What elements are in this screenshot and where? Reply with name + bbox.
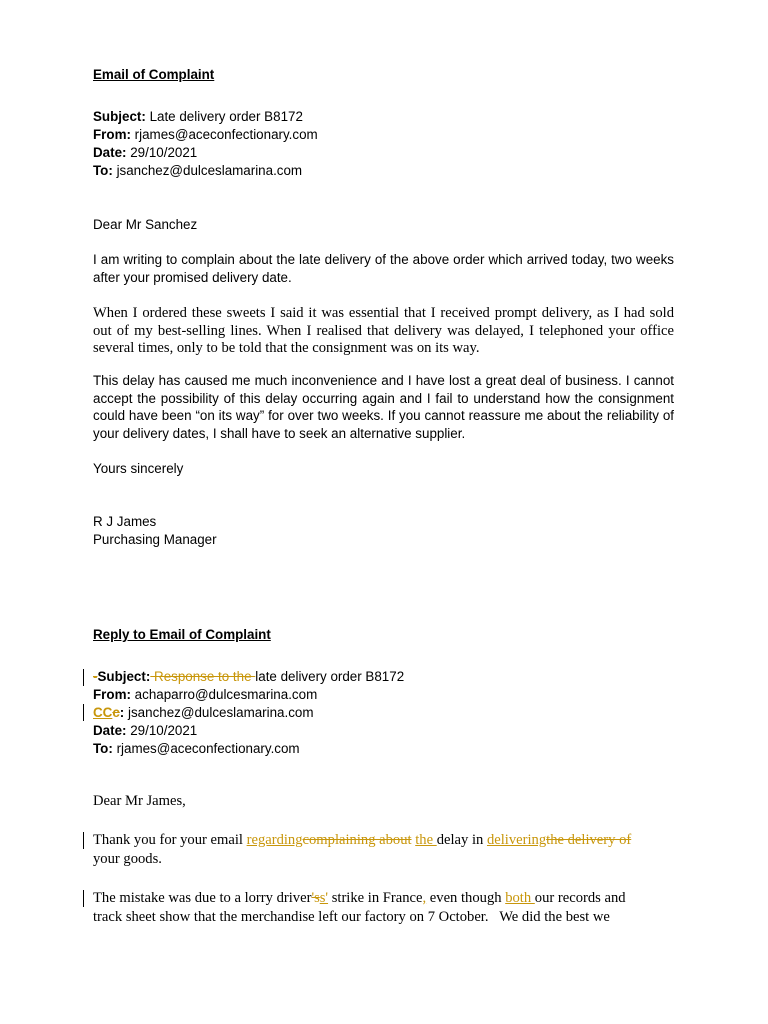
tracked-insertion: regarding (246, 832, 303, 848)
complaint-salutation: Dear Mr Sanchez (93, 217, 198, 232)
text-run: The mistake was due to a lorry driver (93, 890, 312, 906)
complaint-from-line (93, 126, 318, 144)
complaint-date-line (93, 144, 197, 162)
reply-paragraph-2-line-2: track sheet show that the merchandise left our factory on 7 October. We did the best we (93, 909, 610, 925)
complaint-paragraph-3: This delay has caused me much inconvenience and I have lost a great deal of business. I cannot accept the possibility of this delay occurring again and I fail to understand how the consignment could have been “on its way” for over two weeks. If you cannot reassure me about the reliability of your delivery dates, I shall have to seek an alternative supplier. (93, 373, 674, 441)
signature-title: Purchasing Manager (93, 532, 217, 547)
reply-from-line (93, 686, 317, 704)
tracked-deletion: 's (311, 890, 320, 906)
date-value: 29/10/2021 (130, 145, 198, 160)
tracked-deletion: Response to the (150, 669, 256, 684)
reply-salutation: Dear Mr James, (93, 793, 186, 809)
complaint-to-line (93, 162, 302, 180)
reply-heading: Reply to Email of Complaint (93, 627, 271, 642)
reply-paragraph-1-line-2: your goods. (93, 851, 162, 867)
reply-paragraph-1-line-1 (93, 831, 631, 849)
document-page (93, 0, 674, 1024)
change-bar (83, 669, 84, 686)
date-value: 29/10/2021 (130, 723, 198, 738)
from-value: rjames@aceconfectionary.com (134, 127, 318, 142)
tracked-insertion: s' (319, 890, 329, 906)
reply-date-line (93, 722, 197, 740)
complaint-paragraph-1: I am writing to complain about the late delivery of the above order which arrived today, two weeks after your promised delivery date. (93, 252, 674, 285)
change-bar (83, 832, 84, 849)
date-label: Date: (93, 723, 127, 738)
cc-colon: : (119, 705, 125, 720)
to-label: To: (93, 741, 113, 756)
reply-cc-line (93, 704, 314, 722)
tracked-deletion: - (93, 669, 98, 684)
tracked-insertion: delivering (486, 832, 547, 848)
subject-value: Late delivery order B8172 (149, 109, 303, 124)
reply-paragraph-2-line-1 (93, 889, 626, 907)
from-label: From: (93, 687, 131, 702)
tracked-deletion: c (112, 705, 120, 720)
tracked-insertion: , (422, 890, 427, 906)
cc-value: jsanchez@dulceslamarina.com (128, 705, 314, 720)
text-run: our records and (534, 890, 626, 906)
tracked-insertion: the (415, 832, 437, 848)
change-bar (83, 704, 84, 721)
date-label: Date: (93, 145, 127, 160)
text-run: even though (426, 890, 506, 906)
signature-name: R J James (93, 514, 157, 529)
text-run: delay in (436, 832, 487, 848)
text-run: Thank you for your email (93, 832, 247, 848)
subject-label: Subject: (93, 109, 146, 124)
tracked-insertion: CC (93, 705, 113, 720)
complaint-paragraph-2: When I ordered these sweets I said it was essential that I received prompt delivery, as I had sold out of my best-selling lines. When I realised that delivery was delayed, I telephoned your office several times, only to be told that the consignment was on its way. (93, 305, 674, 356)
text-run: strike in France (328, 890, 423, 906)
tracked-insertion: both (505, 890, 535, 906)
tracked-deletion: complaining about (302, 832, 412, 848)
from-label: From: (93, 127, 131, 142)
to-value: rjames@aceconfectionary.com (116, 741, 300, 756)
subject-value: late delivery order B8172 (255, 669, 405, 684)
reply-subject-line (93, 668, 404, 686)
subject-label: Subject: (97, 669, 151, 684)
complaint-heading: Email of Complaint (93, 67, 215, 82)
from-value: achaparro@dulcesmarina.com (134, 687, 318, 702)
to-value: jsanchez@dulceslamarina.com (116, 163, 303, 178)
reply-to-line (93, 740, 300, 758)
to-label: To: (93, 163, 113, 178)
complaint-subject-line (93, 108, 303, 126)
tracked-deletion: the delivery of (546, 832, 632, 848)
complaint-closing: Yours sincerely (93, 461, 184, 476)
change-bar (83, 890, 84, 907)
